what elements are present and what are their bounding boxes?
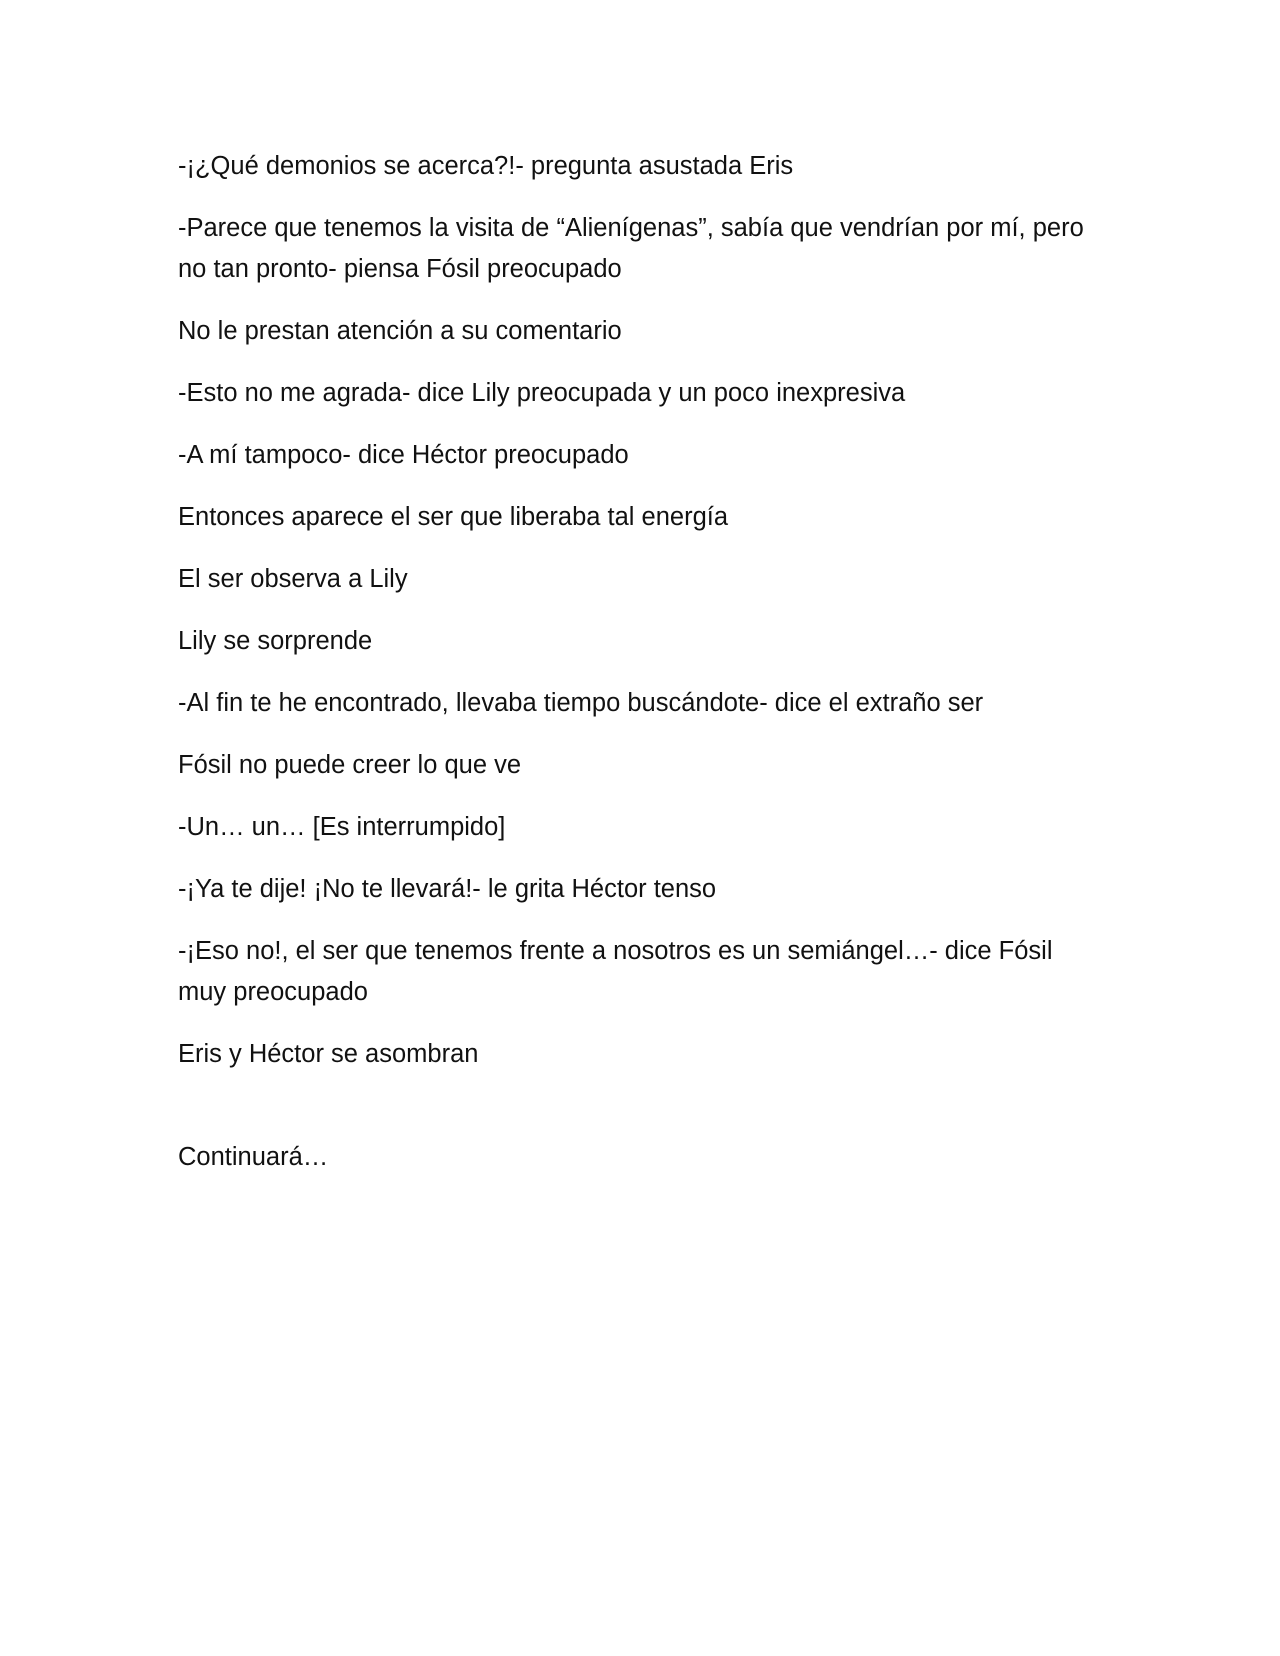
- paragraph: -A mí tampoco- dice Héctor preocupado: [178, 441, 629, 469]
- paragraph: -¡Ya te dije! ¡No te llevará!- le grita Héctor tenso: [178, 875, 717, 903]
- document-body: [178, 146, 1098, 1199]
- paragraph: Lily se sorprende: [178, 627, 373, 655]
- paragraph: Fósil no puede creer lo que ve: [178, 751, 522, 779]
- paragraph: -Un… un… [Es interrumpido]: [178, 813, 506, 841]
- paragraph: El ser observa a Lily: [178, 565, 408, 593]
- paragraph: -Al fin te he encontrado, llevaba tiempo buscándote- dice el extraño ser: [178, 689, 984, 717]
- paragraph: -¡¿Qué demonios se acerca?!- pregunta asustada Eris: [178, 152, 794, 180]
- paragraph: -Parece que tenemos la visita de “Alienígenas”, sabía que vendrían por mí, pero no tan pronto- piensa Fósil preocupado: [178, 214, 1084, 283]
- paragraph: Eris y Héctor se asombran: [178, 1040, 479, 1068]
- paragraph: Entonces aparece el ser que liberaba tal energía: [178, 503, 729, 531]
- paragraph: -¡Eso no!, el ser que tenemos frente a nosotros es un semiángel…- dice Fósil muy preocupado: [178, 937, 1053, 1006]
- paragraph: No le prestan atención a su comentario: [178, 317, 622, 345]
- closing-line: Continuará…: [178, 1143, 329, 1171]
- paragraph: -Esto no me agrada- dice Lily preocupada y un poco inexpresiva: [178, 379, 906, 407]
